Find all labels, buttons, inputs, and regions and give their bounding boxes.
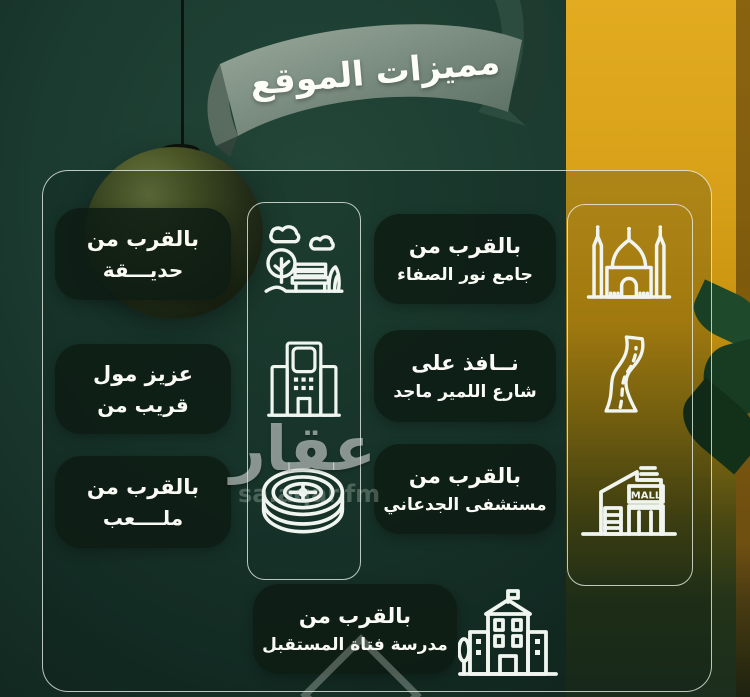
feature-pill-stadium bbox=[55, 456, 231, 548]
feature-pill-park bbox=[55, 208, 231, 300]
pill-line: بالقرب من bbox=[298, 603, 412, 628]
mosque-icon bbox=[577, 216, 681, 308]
feature-pill-hospital bbox=[374, 444, 556, 534]
pill-line: قريب من bbox=[97, 393, 189, 418]
park-icon bbox=[258, 212, 350, 302]
pill-line: ملــــعب bbox=[102, 506, 184, 531]
page-title: مميزات الموقع bbox=[248, 42, 502, 104]
pill-line: بالقرب من bbox=[408, 233, 522, 258]
pill-line: بالقرب من bbox=[408, 463, 522, 488]
pill-line: مستشفى الجدعاني bbox=[383, 494, 547, 515]
feature-pill-street bbox=[374, 330, 556, 422]
pill-line: مدرسة فتاة المستقبل bbox=[262, 634, 448, 655]
feature-pill-mosque bbox=[374, 214, 556, 304]
watermark-site: sa.aqar.fm bbox=[238, 480, 381, 508]
road-icon bbox=[585, 326, 673, 422]
school-icon bbox=[458, 586, 558, 686]
pill-line: بالقرب من bbox=[86, 226, 200, 251]
pill-line: شارع اللمير ماجد bbox=[393, 381, 537, 402]
pill-line: جامع نور الصفاء bbox=[397, 264, 533, 285]
lamp-cord bbox=[181, 0, 184, 152]
mall-icon-label: MALL bbox=[630, 490, 662, 502]
pill-line: نــافذ على bbox=[411, 350, 519, 375]
building-icon bbox=[262, 330, 346, 430]
stadium-icon bbox=[254, 452, 352, 548]
mall-icon bbox=[577, 446, 681, 546]
feature-pill-aziz-mall bbox=[55, 344, 231, 434]
pill-line: عزيز مول bbox=[92, 361, 194, 386]
pill-line: حديـــقة bbox=[102, 258, 184, 283]
pill-line: بالقرب من bbox=[86, 474, 200, 499]
watermark-logo: عقار bbox=[230, 412, 376, 485]
